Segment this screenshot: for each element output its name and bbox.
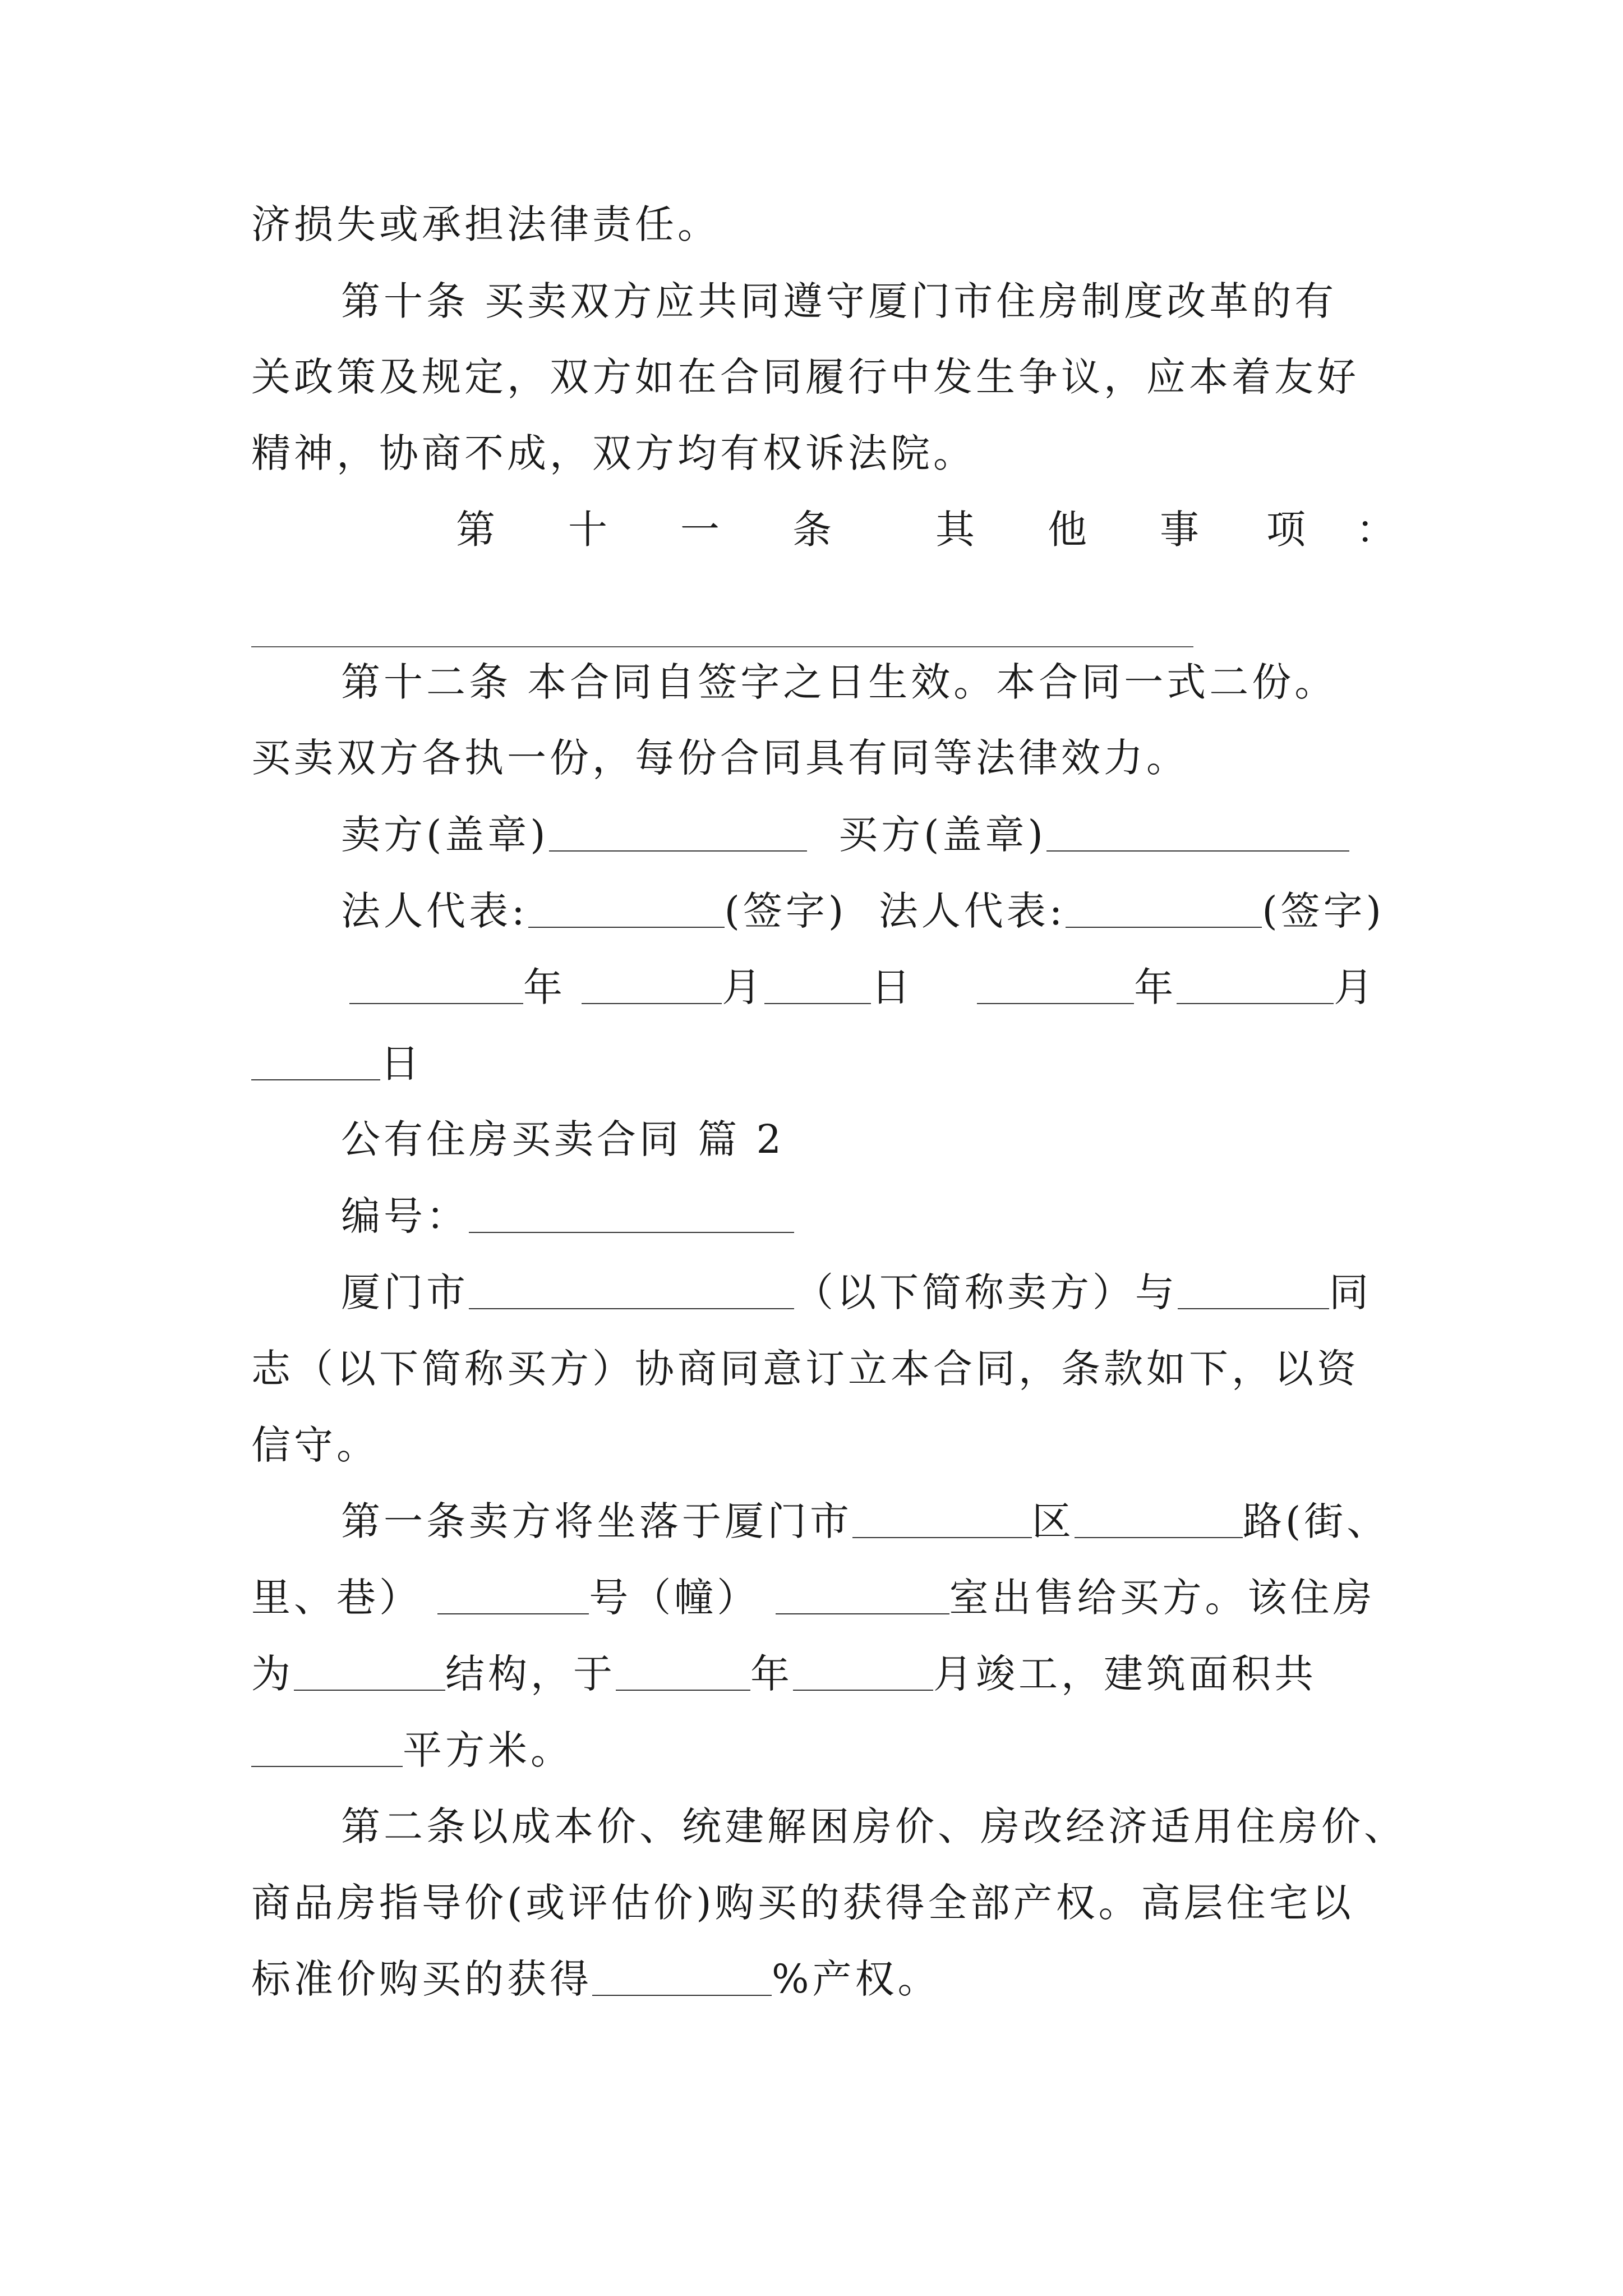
buyer-rep-blank xyxy=(1066,887,1262,928)
article-1-district: 区 xyxy=(1032,1498,1075,1544)
article-12-line-1: 第十二条 本合同自签字之日生效。本合同一式二份。 xyxy=(341,659,1338,705)
buyer-day-blank xyxy=(251,1040,380,1080)
article-11-char: 项 xyxy=(1266,507,1306,553)
article-1-wei: 为 xyxy=(251,1651,294,1697)
structure-blank xyxy=(294,1650,445,1691)
article-11-char: 其 xyxy=(935,507,975,553)
article-11-char: 十 xyxy=(568,507,607,553)
article-10-line-1: 第十条 买卖双方应共同遵守厦门市住房制度改革的有 xyxy=(341,278,1338,324)
article-1-line-4 xyxy=(251,1717,573,1784)
seller-year-blank xyxy=(349,964,523,1004)
intro-line-2: 志（以下简称买方）协商同意订立本合同，条款如下，以资 xyxy=(251,1346,1359,1392)
intro-tong: 同 xyxy=(1329,1269,1372,1315)
article-1-lane: 里、巷） xyxy=(251,1575,422,1621)
contract-number-line xyxy=(341,1182,794,1250)
intro-city: 厦门市 xyxy=(341,1269,469,1315)
article-1-line-1 xyxy=(341,1488,1389,1555)
day-label: 日 xyxy=(871,964,914,1010)
road-blank xyxy=(1075,1498,1243,1538)
article-1-building: 号（幢） xyxy=(589,1575,760,1621)
seller-day-blank xyxy=(764,964,871,1004)
article-1-line-2 xyxy=(251,1564,1376,1631)
article-11-char: 第 xyxy=(456,507,495,553)
contract-number-label: 编号： xyxy=(341,1193,469,1239)
article-1-road: 路(街、 xyxy=(1243,1498,1390,1544)
article-1-year: 年 xyxy=(750,1651,793,1697)
article-11-heading xyxy=(251,496,1395,563)
percent-blank xyxy=(592,1955,772,1996)
buyer-sign-label: (签字) xyxy=(1262,888,1385,934)
intro-seller-alias: （以下简称卖方）与 xyxy=(794,1269,1178,1315)
article-11-char: ： xyxy=(1356,507,1395,553)
year-label: 年 xyxy=(523,964,566,1010)
year-label: 年 xyxy=(1134,964,1177,1010)
article-2-line-3 xyxy=(251,1945,940,2013)
seller-rep-blank xyxy=(528,887,725,928)
article-1-sqm: 平方米。 xyxy=(403,1727,573,1773)
seller-seal-label: 卖方(盖章) xyxy=(341,812,549,858)
article-2-text: 标准价购买的获得 xyxy=(251,1956,592,2002)
article-11-char: 条 xyxy=(792,507,832,553)
article-1-line-3 xyxy=(251,1640,1317,1708)
article-11-char: 他 xyxy=(1048,507,1087,553)
date-line-continued xyxy=(251,1030,423,1097)
area-blank xyxy=(251,1727,403,1767)
article-2-line-2: 商品房指导价(或评估价)购买的获得全部产权。高层住宅以 xyxy=(251,1880,1354,1926)
contract-number-blank xyxy=(469,1193,794,1233)
article-11-char: 一 xyxy=(680,507,720,553)
date-line xyxy=(349,954,1376,1021)
completion-month-blank xyxy=(793,1650,933,1691)
district-blank xyxy=(852,1498,1032,1538)
buyer-year-blank xyxy=(977,964,1134,1004)
buyer-seal-blank xyxy=(1046,811,1349,852)
article-12-line-2: 买卖双方各执一份，每份合同具有同等法律效力。 xyxy=(251,735,1189,781)
intro-line-1 xyxy=(341,1259,1372,1326)
article-11-char: 事 xyxy=(1160,507,1199,553)
article-10-line-2: 关政策及规定，双方如在合同履行中发生争议，应本着友好 xyxy=(251,354,1359,400)
day-label: 日 xyxy=(380,1041,423,1087)
paragraph-continuation: 济损失或承担法律责任。 xyxy=(251,201,720,247)
representative-line xyxy=(341,877,1385,945)
article-1-text: 第一条卖方将坐落于厦门市 xyxy=(341,1498,852,1544)
number-blank xyxy=(437,1574,589,1614)
room-blank xyxy=(776,1574,949,1614)
article-1-room: 室出售给买方。该住房 xyxy=(949,1575,1376,1621)
article-10-line-3: 精神，协商不成，双方均有权诉法院。 xyxy=(251,430,976,476)
month-label: 月 xyxy=(1334,964,1377,1010)
contract-title-2: 公有住房买卖合同 篇 2 xyxy=(341,1116,785,1162)
seller-rep-label: 法人代表: xyxy=(341,888,528,934)
article-1-structure: 结构，于 xyxy=(445,1651,616,1697)
article-2-percent: %产权。 xyxy=(772,1956,940,2002)
seller-sign-label: (签字) xyxy=(724,888,847,934)
article-2-line-1: 第二条以成本价、统建解困房价、房改经济适用住房价、 xyxy=(341,1803,1407,1849)
signature-seal-line xyxy=(341,801,1349,868)
seller-name-blank xyxy=(469,1269,794,1309)
article-1-area: 月竣工，建筑面积共 xyxy=(933,1651,1317,1697)
month-label: 月 xyxy=(722,964,765,1010)
intro-line-3: 信守。 xyxy=(251,1422,379,1468)
buyer-rep-label: 法人代表: xyxy=(878,888,1066,934)
buyer-month-blank xyxy=(1177,964,1334,1004)
buyer-name-blank xyxy=(1178,1269,1329,1309)
completion-year-blank xyxy=(616,1650,750,1691)
article-11-blank-line xyxy=(251,646,1193,647)
seller-seal-blank xyxy=(549,811,807,852)
buyer-seal-label: 买方(盖章) xyxy=(838,812,1046,858)
seller-month-blank xyxy=(582,964,722,1004)
